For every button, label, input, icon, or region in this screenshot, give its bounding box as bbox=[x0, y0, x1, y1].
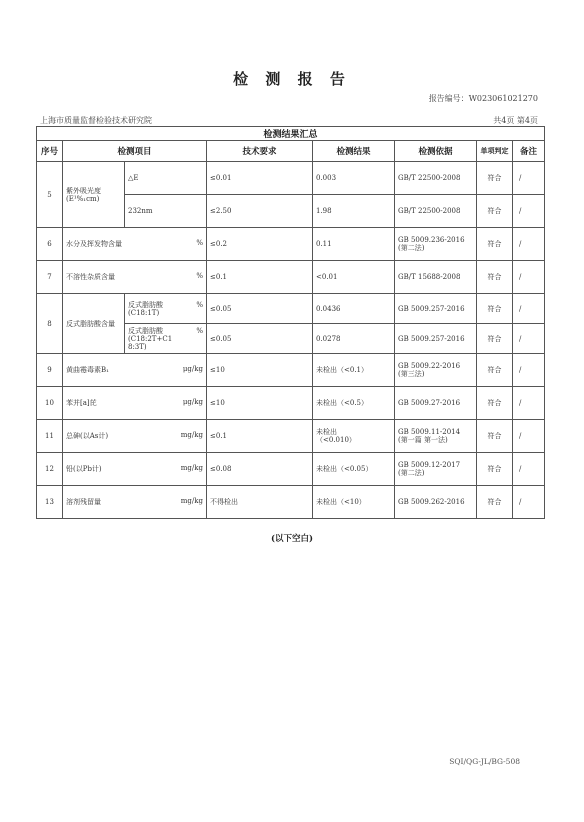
basis-standard: GB 5009.236-2016 bbox=[398, 236, 465, 244]
table-row bbox=[37, 354, 545, 387]
basis-method: (第二法) bbox=[398, 244, 425, 252]
sub-item-line1: 反式脂肪酸 bbox=[128, 326, 163, 335]
basis: GB 5009.257-2016 bbox=[395, 294, 477, 324]
item-label: 水分及挥发物含量 bbox=[66, 240, 122, 248]
item-name-main: 紫外吸光度 bbox=[66, 186, 101, 195]
judgement: 符合 bbox=[477, 195, 513, 228]
basis: GB/T 22500-2008 bbox=[395, 195, 477, 228]
table-row bbox=[37, 261, 545, 294]
item-name bbox=[63, 354, 207, 387]
requirement: ≤0.08 bbox=[207, 453, 313, 486]
unit: % bbox=[196, 239, 203, 247]
row-number: 8 bbox=[37, 294, 63, 354]
sub-item-line2: (C18:2T+C1 bbox=[128, 334, 173, 343]
item-name bbox=[63, 228, 207, 261]
basis-method: (第一篇 第一法) bbox=[398, 436, 448, 444]
note: / bbox=[513, 195, 545, 228]
result-line1: 未检出 bbox=[316, 428, 337, 436]
table-row bbox=[37, 486, 545, 519]
judgement: 符合 bbox=[477, 453, 513, 486]
page-count: 共4页 第4页 bbox=[493, 116, 538, 125]
basis: GB/T 15688-2008 bbox=[395, 261, 477, 294]
requirement: ≤10 bbox=[207, 354, 313, 387]
item-name: 反式脂肪酸含量 bbox=[63, 294, 125, 354]
item-name bbox=[63, 420, 207, 453]
unit: % bbox=[196, 272, 203, 280]
result: 未检出（<0.1） bbox=[313, 354, 395, 387]
table-row bbox=[37, 420, 545, 453]
table-row bbox=[37, 294, 545, 324]
report-number-label: 报告编号： bbox=[428, 94, 469, 103]
item-name bbox=[63, 162, 125, 228]
row-number: 5 bbox=[37, 162, 63, 228]
row-number: 7 bbox=[37, 261, 63, 294]
result: 0.0278 bbox=[313, 324, 395, 354]
basis-standard: GB 5009.22-2016 bbox=[398, 362, 461, 370]
result: <0.01 bbox=[313, 261, 395, 294]
sub-item-line1: 反式脂肪酸 bbox=[128, 300, 163, 309]
result: 0.11 bbox=[313, 228, 395, 261]
judgement: 符合 bbox=[477, 387, 513, 420]
item-name bbox=[63, 261, 207, 294]
note: / bbox=[513, 486, 545, 519]
report-number bbox=[429, 93, 538, 104]
blank-below-note: (以下空白) bbox=[270, 534, 314, 544]
result-line2: （<0.010） bbox=[316, 436, 356, 444]
row-number: 10 bbox=[37, 387, 63, 420]
requirement: ≤0.1 bbox=[207, 420, 313, 453]
col-header-result: 检测结果 bbox=[313, 141, 395, 162]
unit: mg/kg bbox=[180, 464, 203, 472]
judgement: 符合 bbox=[477, 162, 513, 195]
note: / bbox=[513, 228, 545, 261]
result: 未检出（<0.5） bbox=[313, 387, 395, 420]
table-row bbox=[37, 453, 545, 486]
judgement: 符合 bbox=[477, 324, 513, 354]
issuer-name: 上海市质量监督检验技术研究院 bbox=[40, 116, 152, 125]
judgement: 符合 bbox=[477, 420, 513, 453]
item-label: 黄曲霉毒素B₁ bbox=[66, 366, 109, 374]
row-number: 9 bbox=[37, 354, 63, 387]
item-label: 总砷(以As计) bbox=[66, 432, 109, 440]
section-title-row bbox=[37, 127, 545, 141]
sub-item-name: 232nm bbox=[125, 195, 207, 228]
requirement: 不得检出 bbox=[207, 486, 313, 519]
basis: GB/T 22500-2008 bbox=[395, 162, 477, 195]
col-header-requirement: 技术要求 bbox=[207, 141, 313, 162]
row-number: 12 bbox=[37, 453, 63, 486]
table-row bbox=[37, 228, 545, 261]
judgement: 符合 bbox=[477, 261, 513, 294]
item-name-sub: (E¹%₁cm) bbox=[66, 194, 100, 203]
col-header-judgement: 单项判定 bbox=[477, 141, 513, 162]
note: / bbox=[513, 162, 545, 195]
note: / bbox=[513, 354, 545, 387]
report-title: 检 测 报 告 bbox=[233, 70, 351, 88]
requirement: ≤0.05 bbox=[207, 294, 313, 324]
col-header-note: 备注 bbox=[513, 141, 545, 162]
sub-item-name bbox=[125, 324, 207, 354]
row-number: 13 bbox=[37, 486, 63, 519]
item-name bbox=[63, 387, 207, 420]
judgement: 符合 bbox=[477, 294, 513, 324]
basis-method: (第二法) bbox=[398, 469, 425, 477]
note: / bbox=[513, 420, 545, 453]
col-header-item: 检测项目 bbox=[63, 141, 207, 162]
result: 1.98 bbox=[313, 195, 395, 228]
basis-standard: GB 5009.11-2014 bbox=[398, 428, 461, 436]
basis-standard: GB 5009.12-2017 bbox=[398, 461, 461, 469]
basis bbox=[395, 453, 477, 486]
note: / bbox=[513, 324, 545, 354]
item-name bbox=[63, 486, 207, 519]
result: 未检出（<0.05） bbox=[313, 453, 395, 486]
sub-item-line2: (C18:1T) bbox=[128, 308, 160, 317]
result: 0.0436 bbox=[313, 294, 395, 324]
basis: GB 5009.27-2016 bbox=[395, 387, 477, 420]
item-label: 溶剂残留量 bbox=[66, 498, 101, 506]
basis-method: (第三法) bbox=[398, 370, 425, 378]
requirement: ≤0.2 bbox=[207, 228, 313, 261]
sub-item-line3: 8:3T) bbox=[128, 342, 147, 351]
unit: μg/kg bbox=[182, 398, 203, 406]
item-label: 苯并[a]芘 bbox=[66, 399, 97, 407]
sub-item-name bbox=[125, 294, 207, 324]
item-label: 不溶性杂质含量 bbox=[66, 273, 115, 281]
row-number: 11 bbox=[37, 420, 63, 453]
section-title: 检测结果汇总 bbox=[37, 127, 545, 141]
requirement: ≤0.01 bbox=[207, 162, 313, 195]
table-row bbox=[37, 387, 545, 420]
basis bbox=[395, 354, 477, 387]
requirement: ≤0.05 bbox=[207, 324, 313, 354]
note: / bbox=[513, 453, 545, 486]
report-number-value: W023061021270 bbox=[468, 94, 538, 103]
result: 0.003 bbox=[313, 162, 395, 195]
unit: μg/kg bbox=[182, 365, 203, 373]
sub-item-name: △E bbox=[125, 162, 207, 195]
requirement: ≤2.50 bbox=[207, 195, 313, 228]
col-header-basis: 检测依据 bbox=[395, 141, 477, 162]
judgement: 符合 bbox=[477, 486, 513, 519]
judgement: 符合 bbox=[477, 354, 513, 387]
basis bbox=[395, 420, 477, 453]
unit: mg/kg bbox=[180, 497, 203, 505]
unit: % bbox=[196, 300, 203, 309]
result bbox=[313, 420, 395, 453]
unit: % bbox=[196, 326, 203, 335]
unit: mg/kg bbox=[180, 431, 203, 439]
results-table bbox=[36, 126, 545, 519]
result: 未检出（<10） bbox=[313, 486, 395, 519]
table-row bbox=[37, 162, 545, 195]
item-name bbox=[63, 453, 207, 486]
note: / bbox=[513, 294, 545, 324]
note: / bbox=[513, 261, 545, 294]
item-label: 铅(以Pb计) bbox=[66, 465, 102, 473]
basis: GB 5009.262-2016 bbox=[395, 486, 477, 519]
form-code: SQI/QG-JL/BG-508 bbox=[449, 757, 520, 766]
header-row bbox=[37, 141, 545, 162]
requirement: ≤0.1 bbox=[207, 261, 313, 294]
requirement: ≤10 bbox=[207, 387, 313, 420]
note: / bbox=[513, 387, 545, 420]
basis: GB 5009.257-2016 bbox=[395, 324, 477, 354]
col-header-no: 序号 bbox=[37, 141, 63, 162]
basis bbox=[395, 228, 477, 261]
row-number: 6 bbox=[37, 228, 63, 261]
judgement: 符合 bbox=[477, 228, 513, 261]
